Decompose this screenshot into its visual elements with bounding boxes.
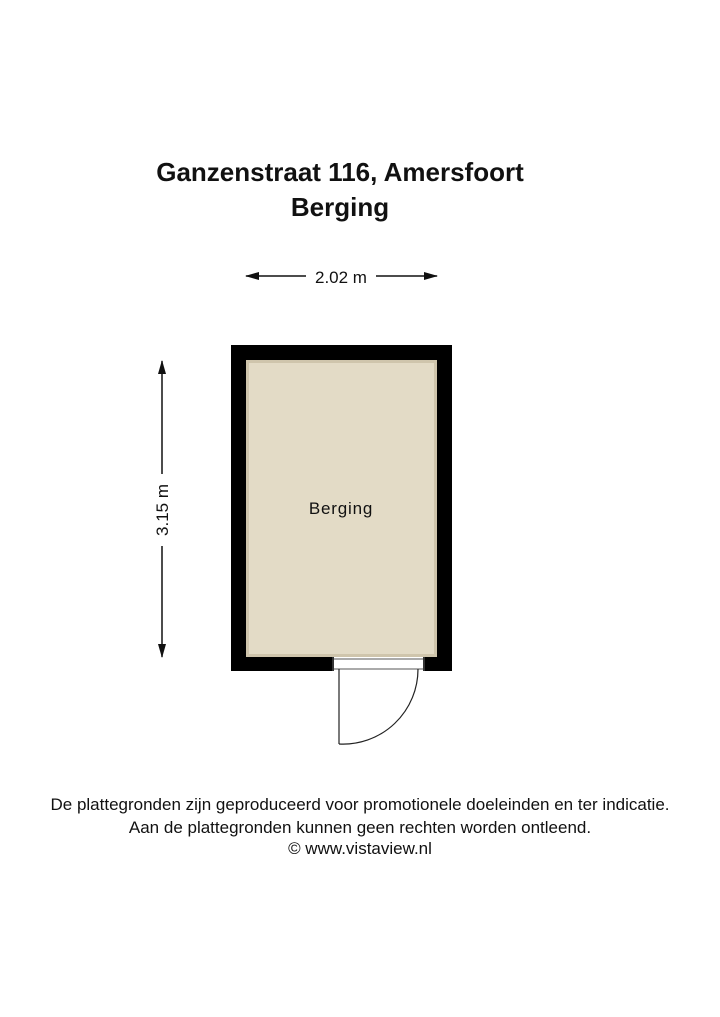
door (333, 657, 424, 744)
disclaimer-line-1: De plattegronden zijn geproduceerd voor promotionele doeleinden en ter indicatie. (50, 795, 670, 814)
copyright-link[interactable]: © www.vistaview.nl (288, 839, 432, 858)
width-dimension-label: 2.02 m (315, 268, 367, 287)
door-swing-arc (339, 669, 418, 744)
floor-title: Berging (290, 192, 390, 222)
page-title: Ganzenstraat 116, Amersfoort (156, 157, 524, 187)
room-label: Berging (308, 499, 374, 518)
height-dimension (153, 361, 172, 657)
width-dimension (246, 268, 437, 287)
disclaimer-line-2: Aan de plattegronden kunnen geen rechten worden ontleend. (128, 818, 592, 837)
height-dimension-label: 3.15 m (153, 484, 172, 536)
